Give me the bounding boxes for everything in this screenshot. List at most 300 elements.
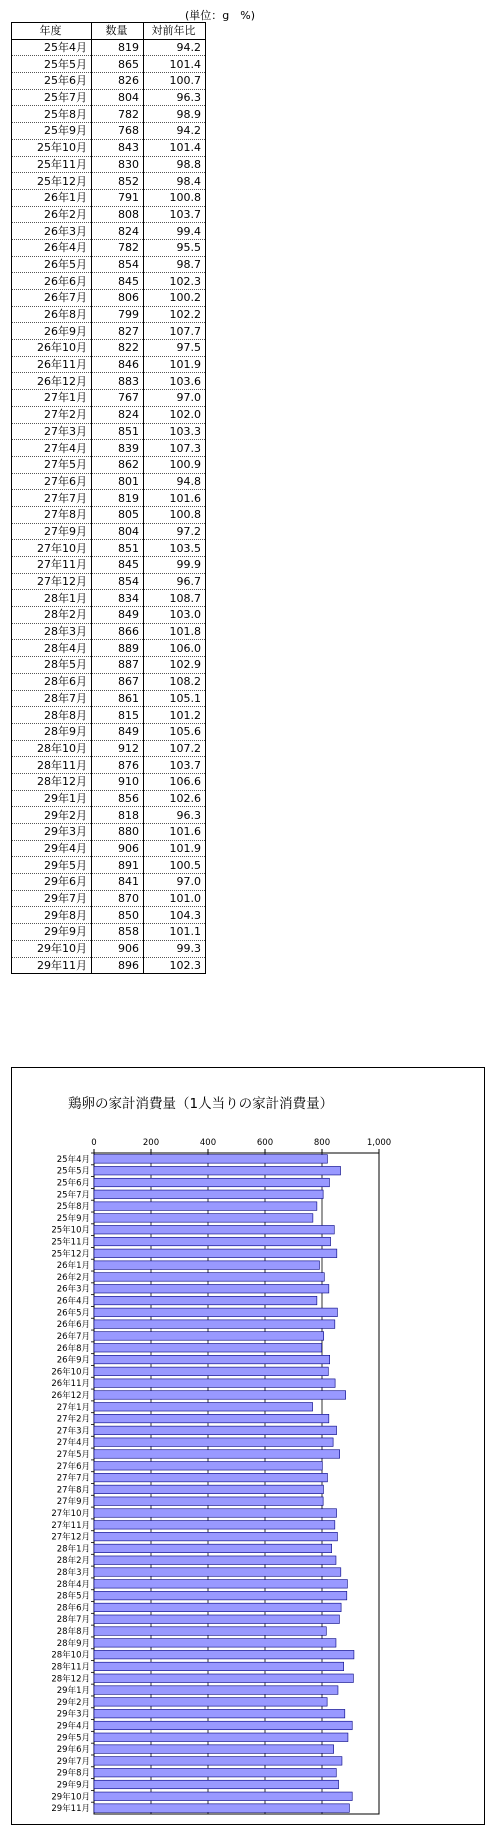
row-yoy-cell: 96.3 xyxy=(144,807,206,824)
row-quantity-cell: 845 xyxy=(92,273,144,290)
row-year-cell: 29年8月 xyxy=(12,907,92,924)
y-tick-label: 29年6月 xyxy=(56,1745,90,1756)
table-row xyxy=(12,39,206,56)
row-year-cell: 27年1月 xyxy=(12,390,92,407)
row-yoy-cell: 94.2 xyxy=(144,123,206,140)
x-tick-label: 200 xyxy=(142,1138,160,1148)
y-tick-label: 27年8月 xyxy=(56,1485,90,1496)
bar xyxy=(94,1721,352,1729)
bar xyxy=(94,1544,332,1552)
bar xyxy=(94,1757,342,1765)
y-tick-label: 28年11月 xyxy=(51,1662,90,1673)
table-row xyxy=(12,573,206,590)
bar xyxy=(94,1662,344,1670)
bar xyxy=(94,1355,330,1363)
row-yoy-cell: 103.5 xyxy=(144,540,206,557)
row-year-cell: 28年1月 xyxy=(12,590,92,607)
row-year-cell: 27年8月 xyxy=(12,506,92,523)
row-quantity-cell: 850 xyxy=(92,907,144,924)
table-row xyxy=(12,840,206,857)
bar xyxy=(94,1225,334,1233)
y-tick-label: 29年11月 xyxy=(51,1804,90,1815)
y-tick-label: 29年7月 xyxy=(56,1756,90,1767)
row-year-cell: 27年5月 xyxy=(12,456,92,473)
bar xyxy=(94,1308,337,1316)
row-quantity-cell: 854 xyxy=(92,256,144,273)
row-yoy-cell: 101.1 xyxy=(144,924,206,941)
row-yoy-cell: 103.7 xyxy=(144,757,206,774)
y-tick-label: 26年6月 xyxy=(56,1320,90,1331)
table-row xyxy=(12,406,206,423)
row-yoy-cell: 97.0 xyxy=(144,390,206,407)
row-quantity-cell: 851 xyxy=(92,423,144,440)
row-year-cell: 28年9月 xyxy=(12,723,92,740)
row-year-cell: 27年3月 xyxy=(12,423,92,440)
y-tick-label: 27年12月 xyxy=(51,1532,90,1543)
bar xyxy=(94,1214,313,1222)
y-tick-label: 28年6月 xyxy=(56,1603,90,1614)
row-year-cell: 29年11月 xyxy=(12,957,92,974)
row-quantity-cell: 834 xyxy=(92,590,144,607)
row-year-cell: 26年8月 xyxy=(12,306,92,323)
row-yoy-cell: 102.2 xyxy=(144,306,206,323)
table-row xyxy=(12,590,206,607)
row-yoy-cell: 101.2 xyxy=(144,707,206,724)
row-yoy-cell: 101.9 xyxy=(144,840,206,857)
bar xyxy=(94,1674,353,1682)
y-tick-label: 28年2月 xyxy=(56,1556,90,1567)
bar xyxy=(94,1509,337,1517)
row-yoy-cell: 103.3 xyxy=(144,423,206,440)
bar xyxy=(94,1166,341,1174)
bar xyxy=(94,1768,336,1776)
y-tick-label: 25年6月 xyxy=(56,1178,90,1189)
row-year-cell: 29年5月 xyxy=(12,857,92,874)
y-tick-label: 28年8月 xyxy=(56,1627,90,1638)
bar xyxy=(94,1745,334,1753)
data-table xyxy=(11,22,206,974)
row-year-cell: 29年2月 xyxy=(12,807,92,824)
table-row xyxy=(12,657,206,674)
bar xyxy=(94,1497,323,1505)
row-yoy-cell: 108.2 xyxy=(144,673,206,690)
table-row xyxy=(12,907,206,924)
row-quantity-cell: 852 xyxy=(92,173,144,190)
bar xyxy=(94,1296,317,1304)
row-year-cell: 25年6月 xyxy=(12,73,92,90)
table-row xyxy=(12,824,206,841)
bar xyxy=(94,1603,341,1611)
row-year-cell: 28年8月 xyxy=(12,707,92,724)
bar xyxy=(94,1178,329,1186)
row-quantity-cell: 799 xyxy=(92,306,144,323)
row-year-cell: 28年4月 xyxy=(12,640,92,657)
row-year-cell: 28年5月 xyxy=(12,657,92,674)
row-yoy-cell: 98.9 xyxy=(144,106,206,123)
y-tick-label: 25年10月 xyxy=(51,1225,90,1236)
bar xyxy=(94,1391,346,1399)
row-quantity-cell: 845 xyxy=(92,557,144,574)
bar xyxy=(94,1403,313,1411)
y-tick-label: 29年10月 xyxy=(51,1792,90,1803)
row-quantity-cell: 806 xyxy=(92,290,144,307)
row-quantity-cell: 830 xyxy=(92,156,144,173)
table-row xyxy=(12,890,206,907)
table-row xyxy=(12,640,206,657)
y-tick-label: 28年3月 xyxy=(56,1568,90,1579)
table-row xyxy=(12,506,206,523)
y-tick-label: 28年5月 xyxy=(56,1591,90,1602)
y-tick-label: 29年1月 xyxy=(56,1686,90,1697)
row-year-cell: 26年1月 xyxy=(12,189,92,206)
y-tick-label: 27年4月 xyxy=(56,1438,90,1449)
unit-note: (単位：g %) xyxy=(184,9,256,22)
row-quantity-cell: 870 xyxy=(92,890,144,907)
row-yoy-cell: 101.0 xyxy=(144,890,206,907)
row-quantity-cell: 804 xyxy=(92,89,144,106)
y-tick-label: 25年11月 xyxy=(51,1237,90,1248)
table-row xyxy=(12,807,206,824)
row-year-cell: 26年5月 xyxy=(12,256,92,273)
table-row xyxy=(12,323,206,340)
y-tick-label: 25年7月 xyxy=(56,1190,90,1201)
row-yoy-cell: 100.2 xyxy=(144,290,206,307)
row-year-cell: 27年7月 xyxy=(12,490,92,507)
row-yoy-cell: 100.7 xyxy=(144,73,206,90)
y-tick-label: 27年3月 xyxy=(56,1426,90,1437)
row-year-cell: 29年10月 xyxy=(12,940,92,957)
row-quantity-cell: 818 xyxy=(92,807,144,824)
bar xyxy=(94,1473,327,1481)
row-quantity-cell: 824 xyxy=(92,406,144,423)
bar xyxy=(94,1414,329,1422)
bar xyxy=(94,1733,348,1741)
table-row xyxy=(12,273,206,290)
table-row xyxy=(12,423,206,440)
table-row xyxy=(12,456,206,473)
table-row xyxy=(12,356,206,373)
row-quantity-cell: 880 xyxy=(92,824,144,841)
row-year-cell: 28年7月 xyxy=(12,690,92,707)
row-year-cell: 25年8月 xyxy=(12,106,92,123)
chart-title: 鶏卵の家計消費量（1人当りの家計消費量） xyxy=(68,1096,334,1112)
row-quantity-cell: 782 xyxy=(92,239,144,256)
table-row xyxy=(12,123,206,140)
row-yoy-cell: 107.3 xyxy=(144,440,206,457)
table-row xyxy=(12,957,206,974)
table-row xyxy=(12,106,206,123)
table-row xyxy=(12,340,206,357)
row-yoy-cell: 106.0 xyxy=(144,640,206,657)
row-quantity-cell: 862 xyxy=(92,456,144,473)
table-row xyxy=(12,757,206,774)
bar xyxy=(94,1615,339,1623)
y-tick-label: 25年5月 xyxy=(56,1166,90,1177)
column-header-quantity: 数量 xyxy=(92,23,144,40)
row-year-cell: 29年7月 xyxy=(12,890,92,907)
row-quantity-cell: 805 xyxy=(92,506,144,523)
row-quantity-cell: 856 xyxy=(92,790,144,807)
row-year-cell: 26年9月 xyxy=(12,323,92,340)
row-quantity-cell: 804 xyxy=(92,523,144,540)
row-year-cell: 27年6月 xyxy=(12,473,92,490)
row-yoy-cell: 97.0 xyxy=(144,874,206,891)
y-tick-label: 26年9月 xyxy=(56,1355,90,1366)
table-row xyxy=(12,189,206,206)
row-quantity-cell: 851 xyxy=(92,540,144,557)
row-quantity-cell: 846 xyxy=(92,356,144,373)
bar xyxy=(94,1284,329,1292)
bar xyxy=(94,1792,352,1800)
row-year-cell: 26年12月 xyxy=(12,373,92,390)
table-header-row xyxy=(12,23,206,40)
bar xyxy=(94,1627,326,1635)
row-quantity-cell: 866 xyxy=(92,623,144,640)
x-tick-label: 0 xyxy=(91,1138,97,1148)
table-row xyxy=(12,623,206,640)
row-quantity-cell: 819 xyxy=(92,490,144,507)
bar xyxy=(94,1709,345,1717)
row-quantity-cell: 867 xyxy=(92,673,144,690)
table-row xyxy=(12,673,206,690)
y-tick-label: 26年7月 xyxy=(56,1331,90,1342)
bar xyxy=(94,1202,317,1210)
row-year-cell: 27年11月 xyxy=(12,557,92,574)
table-row xyxy=(12,690,206,707)
row-quantity-cell: 801 xyxy=(92,473,144,490)
row-quantity-cell: 826 xyxy=(92,73,144,90)
bar xyxy=(94,1273,324,1281)
row-yoy-cell: 101.6 xyxy=(144,824,206,841)
row-yoy-cell: 101.4 xyxy=(144,56,206,73)
table-row xyxy=(12,239,206,256)
x-tick-label: 600 xyxy=(256,1138,274,1148)
row-yoy-cell: 99.4 xyxy=(144,223,206,240)
bar xyxy=(94,1450,340,1458)
x-tick-label: 1,000 xyxy=(366,1138,392,1148)
row-year-cell: 26年4月 xyxy=(12,239,92,256)
table-row xyxy=(12,73,206,90)
bar xyxy=(94,1580,347,1588)
x-tick-label: 800 xyxy=(313,1138,331,1148)
y-tick-label: 29年8月 xyxy=(56,1768,90,1779)
bar xyxy=(94,1521,335,1529)
y-tick-label: 26年5月 xyxy=(56,1308,90,1319)
bar xyxy=(94,1568,341,1576)
row-year-cell: 28年2月 xyxy=(12,607,92,624)
y-tick-label: 28年4月 xyxy=(56,1579,90,1590)
table-row xyxy=(12,139,206,156)
y-tick-label: 26年10月 xyxy=(51,1367,90,1378)
y-tick-label: 26年12月 xyxy=(51,1390,90,1401)
table-row xyxy=(12,557,206,574)
table-row xyxy=(12,373,206,390)
row-quantity-cell: 906 xyxy=(92,940,144,957)
row-year-cell: 29年6月 xyxy=(12,874,92,891)
row-year-cell: 28年12月 xyxy=(12,773,92,790)
row-year-cell: 27年2月 xyxy=(12,406,92,423)
table-row xyxy=(12,540,206,557)
y-tick-label: 27年10月 xyxy=(51,1509,90,1520)
row-yoy-cell: 105.6 xyxy=(144,723,206,740)
row-quantity-cell: 768 xyxy=(92,123,144,140)
y-tick-label: 27年5月 xyxy=(56,1449,90,1460)
row-year-cell: 25年12月 xyxy=(12,173,92,190)
row-quantity-cell: 822 xyxy=(92,340,144,357)
row-yoy-cell: 102.9 xyxy=(144,657,206,674)
row-quantity-cell: 849 xyxy=(92,723,144,740)
row-year-cell: 29年9月 xyxy=(12,924,92,941)
y-tick-label: 26年4月 xyxy=(56,1296,90,1307)
row-yoy-cell: 94.2 xyxy=(144,39,206,56)
table-row xyxy=(12,523,206,540)
y-tick-label: 29年9月 xyxy=(56,1780,90,1791)
row-quantity-cell: 841 xyxy=(92,874,144,891)
row-year-cell: 27年10月 xyxy=(12,540,92,557)
row-year-cell: 27年12月 xyxy=(12,573,92,590)
bar xyxy=(94,1426,337,1434)
y-tick-label: 27年2月 xyxy=(56,1414,90,1425)
row-yoy-cell: 99.3 xyxy=(144,940,206,957)
row-yoy-cell: 100.8 xyxy=(144,189,206,206)
x-tick-label: 400 xyxy=(199,1138,217,1148)
bar xyxy=(94,1320,335,1328)
y-tick-label: 25年9月 xyxy=(56,1213,90,1224)
row-yoy-cell: 101.6 xyxy=(144,490,206,507)
bar xyxy=(94,1639,336,1647)
bar xyxy=(94,1556,336,1564)
row-yoy-cell: 100.8 xyxy=(144,506,206,523)
row-year-cell: 26年7月 xyxy=(12,290,92,307)
bar xyxy=(94,1591,347,1599)
table-row xyxy=(12,874,206,891)
row-yoy-cell: 94.8 xyxy=(144,473,206,490)
row-yoy-cell: 98.4 xyxy=(144,173,206,190)
chart-frame xyxy=(11,1067,485,1825)
row-yoy-cell: 102.3 xyxy=(144,957,206,974)
table-row xyxy=(12,56,206,73)
y-tick-label: 28年1月 xyxy=(56,1544,90,1555)
row-yoy-cell: 96.3 xyxy=(144,89,206,106)
row-year-cell: 28年6月 xyxy=(12,673,92,690)
row-quantity-cell: 843 xyxy=(92,139,144,156)
table-body xyxy=(12,39,206,974)
row-quantity-cell: 883 xyxy=(92,373,144,390)
row-year-cell: 27年9月 xyxy=(12,523,92,540)
row-year-cell: 28年11月 xyxy=(12,757,92,774)
row-quantity-cell: 854 xyxy=(92,573,144,590)
y-tick-label: 27年11月 xyxy=(51,1520,90,1531)
row-yoy-cell: 97.2 xyxy=(144,523,206,540)
row-quantity-cell: 839 xyxy=(92,440,144,457)
row-yoy-cell: 104.3 xyxy=(144,907,206,924)
table-row xyxy=(12,223,206,240)
row-quantity-cell: 767 xyxy=(92,390,144,407)
table-row xyxy=(12,473,206,490)
row-quantity-cell: 827 xyxy=(92,323,144,340)
table-row xyxy=(12,173,206,190)
row-quantity-cell: 861 xyxy=(92,690,144,707)
column-header-year: 年度 xyxy=(12,23,92,40)
bar-chart xyxy=(12,1068,484,1824)
row-yoy-cell: 95.5 xyxy=(144,239,206,256)
bar xyxy=(94,1249,337,1257)
row-yoy-cell: 103.6 xyxy=(144,373,206,390)
y-tick-label: 27年6月 xyxy=(56,1461,90,1472)
table-row xyxy=(12,290,206,307)
row-quantity-cell: 906 xyxy=(92,840,144,857)
y-tick-label: 29年2月 xyxy=(56,1697,90,1708)
row-quantity-cell: 865 xyxy=(92,56,144,73)
y-tick-label: 29年5月 xyxy=(56,1733,90,1744)
row-year-cell: 26年2月 xyxy=(12,206,92,223)
y-tick-label: 27年7月 xyxy=(56,1473,90,1484)
table-row xyxy=(12,940,206,957)
row-yoy-cell: 98.7 xyxy=(144,256,206,273)
row-yoy-cell: 100.5 xyxy=(144,857,206,874)
row-yoy-cell: 106.6 xyxy=(144,773,206,790)
y-tick-label: 25年8月 xyxy=(56,1202,90,1213)
row-yoy-cell: 98.8 xyxy=(144,156,206,173)
row-quantity-cell: 819 xyxy=(92,39,144,56)
bar xyxy=(94,1462,322,1470)
table-row xyxy=(12,607,206,624)
y-tick-label: 27年1月 xyxy=(56,1402,90,1413)
row-year-cell: 25年10月 xyxy=(12,139,92,156)
y-tick-label: 26年3月 xyxy=(56,1284,90,1295)
table-row xyxy=(12,723,206,740)
y-tick-label: 28年7月 xyxy=(56,1615,90,1626)
table-row xyxy=(12,390,206,407)
row-quantity-cell: 889 xyxy=(92,640,144,657)
row-quantity-cell: 782 xyxy=(92,106,144,123)
row-year-cell: 28年10月 xyxy=(12,740,92,757)
row-yoy-cell: 108.7 xyxy=(144,590,206,607)
table-row xyxy=(12,306,206,323)
bar xyxy=(94,1485,323,1493)
y-tick-label: 28年10月 xyxy=(51,1650,90,1661)
column-header-yoy: 対前年比 xyxy=(144,23,206,40)
table-row xyxy=(12,790,206,807)
row-year-cell: 29年4月 xyxy=(12,840,92,857)
table-row xyxy=(12,206,206,223)
row-year-cell: 25年4月 xyxy=(12,39,92,56)
table-row xyxy=(12,256,206,273)
table-row xyxy=(12,857,206,874)
row-year-cell: 25年9月 xyxy=(12,123,92,140)
bar xyxy=(94,1438,333,1446)
bar xyxy=(94,1344,322,1352)
y-tick-label: 29年3月 xyxy=(56,1709,90,1720)
bar xyxy=(94,1650,354,1658)
bar xyxy=(94,1532,337,1540)
y-tick-label: 26年1月 xyxy=(56,1261,90,1272)
bar xyxy=(94,1237,331,1245)
y-tick-label: 28年9月 xyxy=(56,1638,90,1649)
row-yoy-cell: 101.4 xyxy=(144,139,206,156)
row-quantity-cell: 887 xyxy=(92,657,144,674)
row-year-cell: 27年4月 xyxy=(12,440,92,457)
bar xyxy=(94,1367,328,1375)
row-quantity-cell: 896 xyxy=(92,957,144,974)
row-year-cell: 26年10月 xyxy=(12,340,92,357)
bar xyxy=(94,1261,319,1269)
row-yoy-cell: 101.8 xyxy=(144,623,206,640)
row-year-cell: 26年11月 xyxy=(12,356,92,373)
row-yoy-cell: 101.9 xyxy=(144,356,206,373)
row-year-cell: 29年1月 xyxy=(12,790,92,807)
y-tick-label: 29年4月 xyxy=(56,1721,90,1732)
